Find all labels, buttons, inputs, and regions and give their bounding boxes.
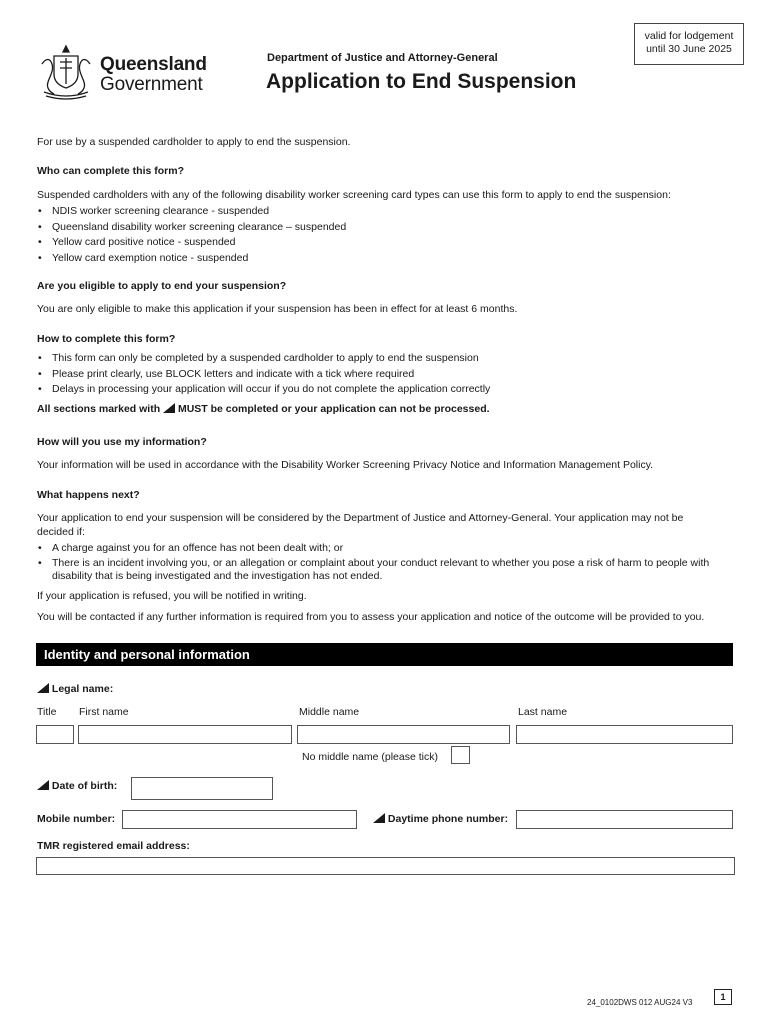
- form-code: 24_0102DWS 012 AUG24 V3: [587, 998, 693, 1007]
- title-field[interactable]: [36, 725, 74, 744]
- first-name-label: First name: [79, 706, 129, 718]
- next-text-2: If your application is refused, you will be notified in writing.: [37, 590, 307, 602]
- validity-notice: [634, 23, 744, 65]
- dob-label: [37, 780, 117, 792]
- list-item: • Queensland disability worker screening clearance – suspended: [37, 220, 346, 236]
- list-item: • Yellow card positive notice - suspended: [37, 235, 346, 251]
- page-number: 1: [714, 989, 732, 1005]
- logo-text-government: Government: [100, 74, 203, 95]
- mandatory-suffix: MUST be completed or your application can not be processed.: [177, 403, 490, 415]
- daytime-phone-field[interactable]: [516, 810, 733, 829]
- dob-text: Date of birth:: [51, 780, 118, 792]
- validity-line-2: until 30 June 2025: [646, 43, 732, 55]
- middle-name-label: Middle name: [299, 706, 360, 718]
- section-identity-header: Identity and personal information: [36, 643, 733, 666]
- legal-name-label: [37, 683, 113, 695]
- last-name-field[interactable]: [516, 725, 733, 744]
- card-type-list: [37, 204, 346, 266]
- email-field[interactable]: [36, 857, 735, 875]
- validity-line-1: valid for lodgement: [644, 30, 734, 42]
- intro-text: For use by a suspended cardholder to apply to end the suspension.: [37, 136, 351, 148]
- middle-name-field[interactable]: [297, 725, 510, 744]
- list-item: • A charge against you for an offence has not been dealt with; or: [37, 541, 727, 557]
- info-text: Your information will be used in accordance with the Disability Worker Screening Privacy Notice and Information Management Policy.: [37, 459, 654, 471]
- mandatory-triangle-icon: [373, 813, 385, 823]
- daytime-phone-text: Daytime phone number:: [387, 813, 509, 825]
- daytime-phone-label: [373, 813, 508, 825]
- eligible-text: You are only eligible to make this application if your suspension has been in effect for at least 6 months.: [37, 303, 518, 315]
- mandatory-triangle-icon: [37, 780, 49, 790]
- how-heading: How to complete this form?: [37, 333, 176, 345]
- no-middle-name-label: No middle name (please tick): [302, 751, 438, 763]
- qld-government-logo: [36, 42, 216, 102]
- next-heading: What happens next?: [37, 489, 140, 501]
- next-text-3: You will be contacted if any further information is required from you to assess your application and notice of the outcome will be provided to you.: [37, 611, 705, 623]
- info-heading: How will you use my information?: [37, 436, 207, 448]
- mandatory-prefix: All sections marked with: [37, 403, 161, 415]
- eligible-heading: Are you eligible to apply to end your suspension?: [37, 280, 287, 292]
- dob-field[interactable]: [131, 777, 273, 800]
- who-heading: Who can complete this form?: [37, 165, 185, 177]
- list-item: • Delays in processing your application will occur if you do not complete the application correctly: [37, 382, 490, 398]
- first-name-field[interactable]: [78, 725, 292, 744]
- mobile-label: Mobile number:: [37, 813, 116, 825]
- legal-name-text: Legal name:: [51, 683, 114, 695]
- mandatory-notice: [37, 403, 490, 415]
- mandatory-triangle-icon: [37, 683, 49, 693]
- how-list: [37, 351, 490, 398]
- next-text-1: Your application to end your suspension will be considered by the Department of Justice and Attorney-General. Your application may not be decided if:: [37, 512, 684, 538]
- form-title: Application to End Suspension: [266, 70, 577, 93]
- coat-of-arms-icon: [36, 42, 96, 102]
- title-label: Title: [37, 706, 57, 718]
- who-text: Suspended cardholders with any of the following disability worker screening card types can use this form to apply to end the suspension:: [37, 189, 671, 201]
- department-name: Department of Justice and Attorney-General: [267, 52, 498, 64]
- last-name-label: Last name: [518, 706, 568, 718]
- list-item: • NDIS worker screening clearance - suspended: [37, 204, 346, 220]
- mobile-number-field[interactable]: [122, 810, 357, 829]
- list-item: • Yellow card exemption notice - suspended: [37, 251, 346, 267]
- email-label: TMR registered email address:: [37, 840, 190, 852]
- list-item: • This form can only be completed by a suspended cardholder to apply to end the suspension: [37, 351, 490, 367]
- logo-text-queensland: Queensland: [100, 54, 207, 75]
- list-item: • Please print clearly, use BLOCK letters and indicate with a tick where required: [37, 367, 490, 383]
- no-middle-name-checkbox[interactable]: [451, 746, 470, 764]
- list-item: • There is an incident involving you, or an allegation or complaint about your conduct relevant to whether you pose a risk of harm to people with disability that is being investigated and the investigation has not ended.: [37, 557, 727, 584]
- next-list: [37, 541, 727, 584]
- mandatory-triangle-icon: [163, 403, 175, 413]
